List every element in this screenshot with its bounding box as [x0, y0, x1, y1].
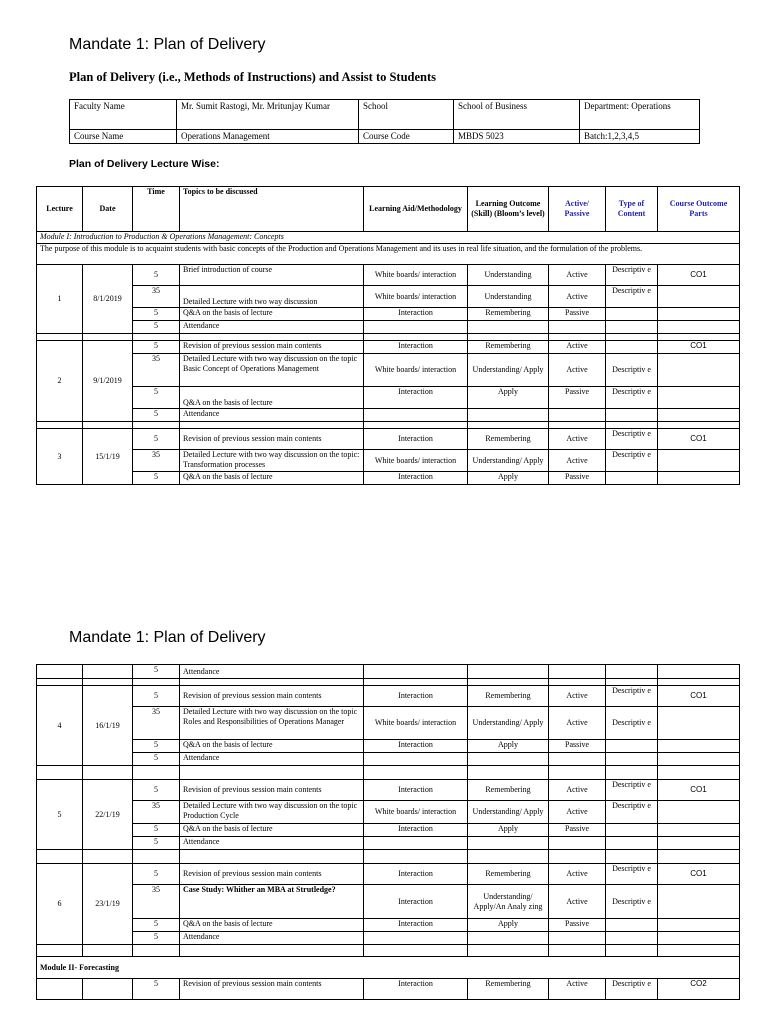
active-passive: Active	[549, 707, 606, 740]
active-passive: Active	[549, 686, 606, 707]
content-type: Descriptiv e	[606, 780, 658, 801]
outcome: Remembering	[468, 429, 549, 450]
header-date: Date	[83, 187, 133, 232]
time: 35	[133, 286, 180, 308]
module-purpose: The purpose of this module is to acquaint students with basic concepts of the Production and Operations Management and its uses in real life situation, and the formulation of the problems.	[37, 244, 740, 265]
aid: Interaction	[364, 919, 468, 932]
topic: Q&A on the basis of lecture	[180, 308, 364, 321]
outcome: Remembering	[468, 864, 549, 885]
content-type: Descriptiv e	[606, 265, 658, 286]
plan-subtitle: Plan of Delivery (i.e., Methods of Instructions) and Assist to Students	[69, 70, 437, 84]
outcome: Understanding	[468, 286, 549, 308]
topic: Attendance	[180, 321, 364, 334]
mandate-title-page2: Mandate 1: Plan of Delivery	[69, 629, 266, 646]
time: 5	[133, 321, 180, 334]
active-passive: Active	[549, 286, 606, 308]
aid: Interaction	[364, 341, 468, 354]
active-passive: Active	[549, 450, 606, 472]
time: 5	[133, 665, 180, 679]
content-type: Descriptiv e	[606, 686, 658, 707]
active-passive: Active	[549, 354, 606, 387]
topic: Brief introduction of course	[180, 265, 364, 286]
course-outcome: CO1	[658, 686, 740, 707]
content-type: Descriptiv e	[606, 707, 658, 740]
topic: Detailed Lecture with two way discussion	[180, 286, 364, 308]
topic: Q&A on the basis of lecture	[180, 919, 364, 932]
lecture-date: 8/1/2019	[83, 265, 133, 334]
lecture-date: 23/1/19	[83, 864, 133, 945]
header-time: Time	[133, 187, 180, 232]
aid: Interaction	[364, 740, 468, 753]
content-type: Descriptiv e	[606, 864, 658, 885]
content-type: Descriptiv e	[606, 429, 658, 450]
topic: Q&A on the basis of lecture	[180, 740, 364, 753]
topic: Detailed Lecture with two way discussion on the topic Roles and Responsibilities of Operations Manager	[180, 707, 364, 740]
outcome: Apply	[468, 387, 549, 409]
time: 5	[133, 308, 180, 321]
aid: Interaction	[364, 979, 468, 1000]
course-label: Course Name	[70, 130, 177, 144]
time: 5	[133, 780, 180, 801]
active-passive: Passive	[549, 472, 606, 485]
faculty-label: Faculty Name	[70, 100, 177, 130]
module-title: Module II- Forecasting	[37, 957, 740, 979]
lecture-number: 1	[37, 265, 83, 334]
time: 5	[133, 864, 180, 885]
time: 5	[133, 824, 180, 837]
active-passive: Active	[549, 801, 606, 824]
aid: White boards/ interaction	[364, 286, 468, 308]
header-active: Active/ Passive	[549, 187, 606, 232]
time: 35	[133, 801, 180, 824]
time: 35	[133, 354, 180, 387]
lecture-date: 16/1/19	[83, 686, 133, 766]
course-outcome: CO1	[658, 341, 740, 354]
lecture-wise-heading: Plan of Delivery Lecture Wise:	[69, 158, 220, 170]
lecture-number: 5	[37, 780, 83, 850]
time: 5	[133, 409, 180, 422]
outcome: Remembering	[468, 308, 549, 321]
topic: Q&A on the basis of lecture	[180, 387, 364, 409]
aid: White boards/ interaction	[364, 707, 468, 740]
aid: White boards/ interaction	[364, 801, 468, 824]
outcome: Apply	[468, 472, 549, 485]
outcome: Remembering	[468, 341, 549, 354]
aid: Interaction	[364, 780, 468, 801]
content-type: Descriptiv e	[606, 801, 658, 824]
topic: Revision of previous session main contents	[180, 864, 364, 885]
content-type: Descriptiv e	[606, 354, 658, 387]
lecture-plan-table-page1	[36, 186, 740, 485]
content-type: Descriptiv e	[606, 979, 658, 1000]
outcome: Remembering	[468, 686, 549, 707]
lecture-date: 9/1/2019	[83, 341, 133, 422]
active-passive: Passive	[549, 308, 606, 321]
aid: Interaction	[364, 686, 468, 707]
topic: Attendance	[180, 753, 364, 766]
active-passive: Active	[549, 885, 606, 919]
lecture-number: 6	[37, 864, 83, 945]
active-passive: Active	[549, 979, 606, 1000]
topic: Q&A on the basis of lecture	[180, 472, 364, 485]
course-outcome: CO1	[658, 780, 740, 801]
time: 5	[133, 429, 180, 450]
outcome: Understanding/ Apply	[468, 801, 549, 824]
header-co: Course Outcome Parts	[658, 187, 740, 232]
aid: Interaction	[364, 472, 468, 485]
time: 35	[133, 885, 180, 919]
aid: Interaction	[364, 387, 468, 409]
module-title: Module I: Introduction to Production & Operations Management: Concepts	[37, 232, 740, 244]
course-outcome: CO1	[658, 429, 740, 450]
course-info-table	[69, 99, 700, 144]
time: 5	[133, 837, 180, 850]
outcome: Understanding	[468, 265, 549, 286]
aid: Interaction	[364, 864, 468, 885]
time: 5	[133, 472, 180, 485]
course-value: Operations Management	[177, 130, 359, 144]
mandate-title: Mandate 1: Plan of Delivery	[69, 36, 266, 53]
active-passive: Active	[549, 780, 606, 801]
active-passive: Active	[549, 341, 606, 354]
active-passive: Active	[549, 429, 606, 450]
batch: Batch:1,2,3,4,5	[580, 130, 700, 144]
time: 35	[133, 707, 180, 740]
header-lecture: Lecture	[37, 187, 83, 232]
aid: White boards/ interaction	[364, 354, 468, 387]
topic: Revision of previous session main contents	[180, 979, 364, 1000]
topic: Attendance	[180, 665, 364, 679]
course-outcome: CO1	[658, 864, 740, 885]
lecture-number: 4	[37, 686, 83, 766]
topic: Revision of previous session main contents	[180, 429, 364, 450]
code-value: MBDS 5023	[454, 130, 580, 144]
time: 5	[133, 919, 180, 932]
time: 5	[133, 979, 180, 1000]
lecture-number: 2	[37, 341, 83, 422]
outcome: Understanding/ Apply/An Analy zing	[468, 885, 549, 919]
aid: Interaction	[364, 824, 468, 837]
topic: Attendance	[180, 837, 364, 850]
header-outcome: Learning Outcome (Skill) (Bloom’s level)	[468, 187, 549, 232]
topic: Attendance	[180, 932, 364, 945]
lecture-number: 3	[37, 429, 83, 485]
active-passive: Passive	[549, 387, 606, 409]
header-topics: Topics to be discussed	[180, 187, 364, 232]
outcome: Apply	[468, 824, 549, 837]
school-value: School of Business	[454, 100, 580, 130]
outcome: Understanding/ Apply	[468, 354, 549, 387]
aid: Interaction	[364, 885, 468, 919]
time: 5	[133, 265, 180, 286]
content-type: Descriptiv e	[606, 450, 658, 472]
time: 5	[133, 932, 180, 945]
outcome: Understanding/ Apply	[468, 707, 549, 740]
topic: Detailed Lecture with two way discussion on the topic Production Cycle	[180, 801, 364, 824]
active-passive: Active	[549, 864, 606, 885]
active-passive: Passive	[549, 919, 606, 932]
content-type: Descriptiv e	[606, 885, 658, 919]
aid: Interaction	[364, 429, 468, 450]
active-passive: Passive	[549, 824, 606, 837]
aid: Interaction	[364, 308, 468, 321]
active-passive: Passive	[549, 740, 606, 753]
topic: Detailed Lecture with two way discussion on the topic: Transformation processes	[180, 450, 364, 472]
outcome: Understanding/ Apply	[468, 450, 549, 472]
content-type: Descriptiv e	[606, 387, 658, 409]
topic: Case Study: Whither an MBA at Strutledge?	[180, 885, 364, 919]
faculty-value: Mr. Sumit Rastogi, Mr. Mritunjay Kumar	[177, 100, 359, 130]
time: 5	[133, 740, 180, 753]
outcome: Remembering	[468, 979, 549, 1000]
time: 5	[133, 341, 180, 354]
lecture-plan-table-page2	[36, 664, 740, 1000]
active-passive: Active	[549, 265, 606, 286]
department: Department: Operations	[580, 100, 700, 130]
header-aid: Learning Aid/Methodology	[364, 187, 468, 232]
course-outcome: CO1	[658, 265, 740, 286]
outcome: Apply	[468, 740, 549, 753]
school-label: School	[359, 100, 454, 130]
content-type: Descriptiv e	[606, 286, 658, 308]
topic: Revision of previous session main contents	[180, 341, 364, 354]
aid: White boards/ interaction	[364, 450, 468, 472]
code-label: Course Code	[359, 130, 454, 144]
topic: Revision of previous session main contents	[180, 780, 364, 801]
outcome: Apply	[468, 919, 549, 932]
topic: Attendance	[180, 409, 364, 422]
time: 5	[133, 686, 180, 707]
lecture-date: 22/1/19	[83, 780, 133, 850]
time: 5	[133, 387, 180, 409]
aid: White boards/ interaction	[364, 265, 468, 286]
header-content: Type of Content	[606, 187, 658, 232]
outcome: Remembering	[468, 780, 549, 801]
lecture-date: 15/1/19	[83, 429, 133, 485]
course-outcome: CO2	[658, 979, 740, 1000]
topic: Detailed Lecture with two way discussion on the topic Basic Concept of Operations Management	[180, 354, 364, 387]
topic: Revision of previous session main contents	[180, 686, 364, 707]
time: 5	[133, 753, 180, 766]
topic: Q&A on the basis of lecture	[180, 824, 364, 837]
time: 35	[133, 450, 180, 472]
